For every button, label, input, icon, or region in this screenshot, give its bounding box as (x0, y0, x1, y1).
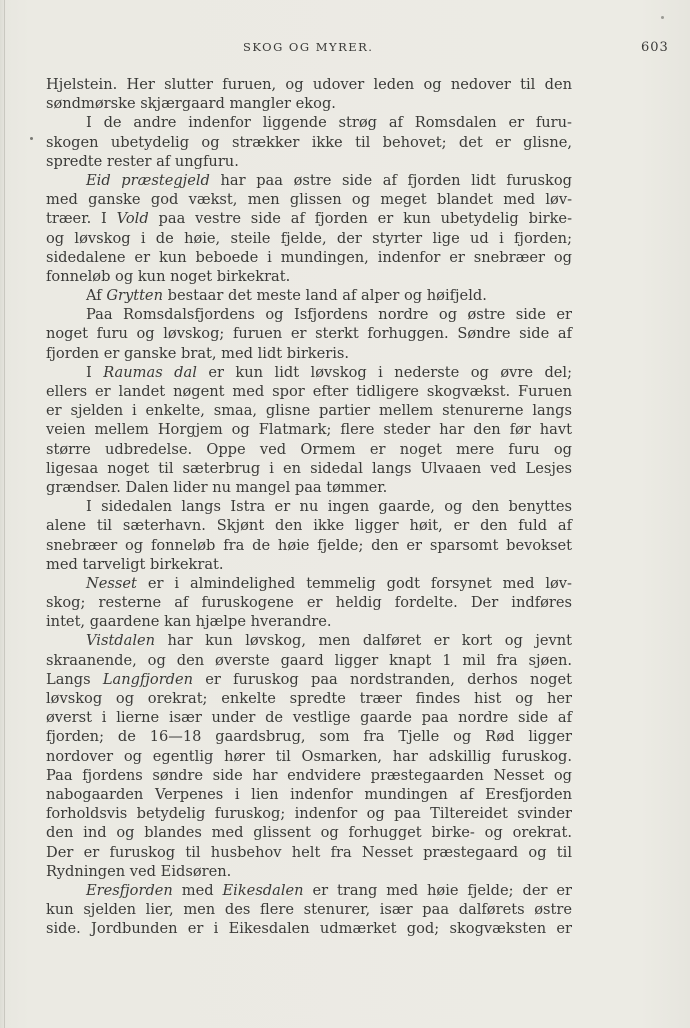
text-segment: er sjelden i enkelte, smaa, glisne partier mellem stenurerne langs (46, 402, 572, 420)
italic-place-name: Eresfjorden (86, 881, 173, 899)
text-line (46, 727, 572, 746)
text-line (46, 708, 572, 727)
text-segment: løvskog og orekrat; enkelte spredte træer findes hist og her (46, 690, 572, 707)
text-segment: har kun løvskog, men dalføret er kort og jevnt (155, 632, 572, 650)
text-segment: spredte rester af ungfuru. (46, 152, 239, 170)
text-line (46, 881, 572, 900)
text-line (46, 267, 572, 286)
text-line (46, 152, 572, 171)
text-segment: alene til sæterhavn. Skjønt den ikke ligger høit, er den fuld af (46, 517, 572, 535)
text-line (46, 651, 572, 670)
print-speck (661, 16, 664, 19)
margin-mark (30, 137, 33, 140)
italic-place-name: Vold (116, 210, 149, 228)
text-segment: søndmørske skjærgaard mangler ekog. (46, 95, 336, 113)
text-segment: side. Jordbunden er i Eikesdalen udmærket god; skogvæksten er (46, 920, 572, 938)
text-segment: bestaar det meste land af alper og høifjeld. (162, 287, 487, 305)
text-line (46, 248, 572, 267)
text-line (46, 420, 572, 439)
text-line (46, 766, 572, 785)
text-segment: er i almindelighed temmelig godt forsynet med løv- (136, 574, 572, 592)
text-line (46, 344, 572, 363)
text-line (46, 900, 572, 919)
text-segment: I de andre indenfor liggende strøg af Romsdalen er furu- (86, 114, 572, 132)
text-segment: intet, gaardene kan hjælpe hverandre. (46, 613, 332, 631)
text-line (46, 440, 572, 459)
text-line (46, 612, 572, 631)
text-segment: Rydningen ved Eidsøren. (46, 862, 232, 880)
text-line (46, 209, 572, 228)
text-line (46, 555, 572, 574)
text-segment: med (172, 881, 223, 899)
text-line (46, 516, 572, 535)
text-segment: Der er furuskog til husbehov helt fra Nesset præstegaard og til (46, 843, 572, 861)
page-header (0, 40, 690, 60)
text-segment: fjorden er ganske brat, med lidt birkeris. (46, 344, 350, 362)
text-segment: skog; resterne af furuskogene er heldig fordelte. Der indføres (46, 594, 572, 612)
text-segment: er trang med høie fjelde; der er (303, 881, 572, 899)
text-segment: Hjelstein. Her slutter furuen, og udover leden og nedover til den (46, 76, 572, 93)
text-line (46, 113, 572, 132)
text-line (46, 747, 572, 766)
text-line (46, 843, 572, 862)
text-line (46, 478, 572, 497)
text-line (46, 382, 572, 401)
text-segment: Paa Romsdalsfjordens og Isfjordens nordre og østre side er (86, 306, 572, 324)
italic-place-name: Nesset (86, 574, 137, 592)
text-segment: noget furu og løvskog; furuen er sterkt forhuggen. Søndre side af (46, 325, 572, 343)
text-line (46, 631, 572, 650)
text-line (46, 689, 572, 708)
text-segment: Af (86, 287, 107, 305)
body-text (46, 75, 572, 938)
italic-place-name: Raumas dal (103, 363, 197, 381)
text-line (46, 593, 572, 612)
text-segment: øverst i lierne især under de vestlige gaarde paa nordre side af (46, 709, 572, 727)
text-line (46, 75, 572, 94)
italic-place-name: Vistdalen (86, 632, 156, 650)
text-segment: ligesaa noget til sæterbrug i en sidedal langs Ulvaaen ved Lesjes (46, 459, 572, 477)
text-segment: grændser. Dalen lider nu mangel paa tømmer. (46, 478, 388, 496)
text-segment: snebræer og fonneløb fra de høie fjelde; den er sparsomt bevokset (46, 536, 572, 554)
text-segment: skraanende, og den øverste gaard ligger knapt 1 mil fra sjøen. (46, 651, 572, 669)
text-segment: er kun lidt løvskog i nederste og øvre del; (196, 363, 573, 381)
text-line (46, 919, 572, 938)
text-segment: har paa østre side af fjorden lidt furuskog (209, 171, 572, 189)
text-segment: nabogaarden Verpenes i lien indenfor mundingen af Eresfjorden (46, 785, 572, 803)
binding-edge (4, 0, 5, 1028)
text-segment: større udbredelse. Oppe ved Ormem er noget mere furu og (46, 440, 572, 458)
running-head: SKOG OG MYRER. (243, 40, 374, 54)
text-line (46, 785, 572, 804)
text-line (46, 286, 572, 305)
text-segment: træer. I (46, 210, 117, 228)
text-segment: sidedalene er kun beboede i mundingen, indenfor er snebræer og (46, 248, 572, 266)
text-line (46, 536, 572, 555)
italic-place-name: Eid præstegjeld (86, 171, 210, 189)
text-line (46, 133, 572, 152)
text-line (46, 574, 572, 593)
text-line (46, 190, 572, 209)
text-segment: Paa fjordens søndre side har endvidere præstegaarden Nesset og (46, 766, 572, 784)
italic-place-name: Eikesdalen (222, 881, 304, 899)
text-segment: fjorden; de 16—18 gaardsbrug, som fra Tjelle og Rød ligger (46, 728, 572, 746)
text-segment: paa vestre side af fjorden er kun ubetydelig birke- (148, 210, 573, 228)
text-segment: skogen ubetydelig og strækker ikke til behovet; det er glisne, (46, 133, 572, 151)
text-line (46, 823, 572, 842)
text-segment: nordover og egentlig hører til Osmarken, har adskillig furuskog. (46, 747, 572, 765)
text-line (46, 670, 572, 689)
text-segment: med tarveligt birkekrat. (46, 555, 224, 573)
text-line (46, 401, 572, 420)
text-segment: den ind og blandes med glissent og forhugget birke- og orekrat. (46, 824, 572, 842)
text-line (46, 94, 572, 113)
text-segment: fonneløb og kun noget birkekrat. (46, 267, 291, 285)
italic-place-name: Langfjorden (102, 670, 194, 688)
page-number: 603 (641, 40, 669, 55)
text-line (46, 497, 572, 516)
text-segment: I sidedalen langs Istra er nu ingen gaarde, og den benyttes (86, 498, 572, 516)
text-segment: er furuskog paa nordstranden, derhos noget (193, 670, 573, 688)
text-line (46, 171, 572, 190)
text-segment: og løvskog i de høie, steile fjelde, der styrter lige ud i fjorden; (46, 229, 572, 247)
italic-place-name: Grytten (106, 287, 163, 305)
text-segment: med ganske god vækst, men glissen og meget blandet med løv- (46, 191, 572, 209)
text-line (46, 862, 572, 881)
text-line (46, 305, 572, 324)
text-segment: kun sjelden lier, men des flere stenurer, især paa dalførets østre (46, 901, 572, 919)
text-line (46, 363, 572, 382)
text-segment: forholdsvis betydelig furuskog; indenfor og paa Tiltereidet svinder (46, 805, 572, 823)
text-segment: Langs (46, 670, 103, 688)
text-line (46, 229, 572, 248)
text-segment: I (86, 363, 104, 381)
text-line (46, 459, 572, 478)
text-line (46, 804, 572, 823)
text-line (46, 324, 572, 343)
text-segment: ellers er landet nøgent med spor efter tidligere skogvækst. Furuen (46, 383, 572, 400)
text-segment: veien mellem Horgjem og Flatmark; flere steder har den før havt (46, 421, 572, 439)
